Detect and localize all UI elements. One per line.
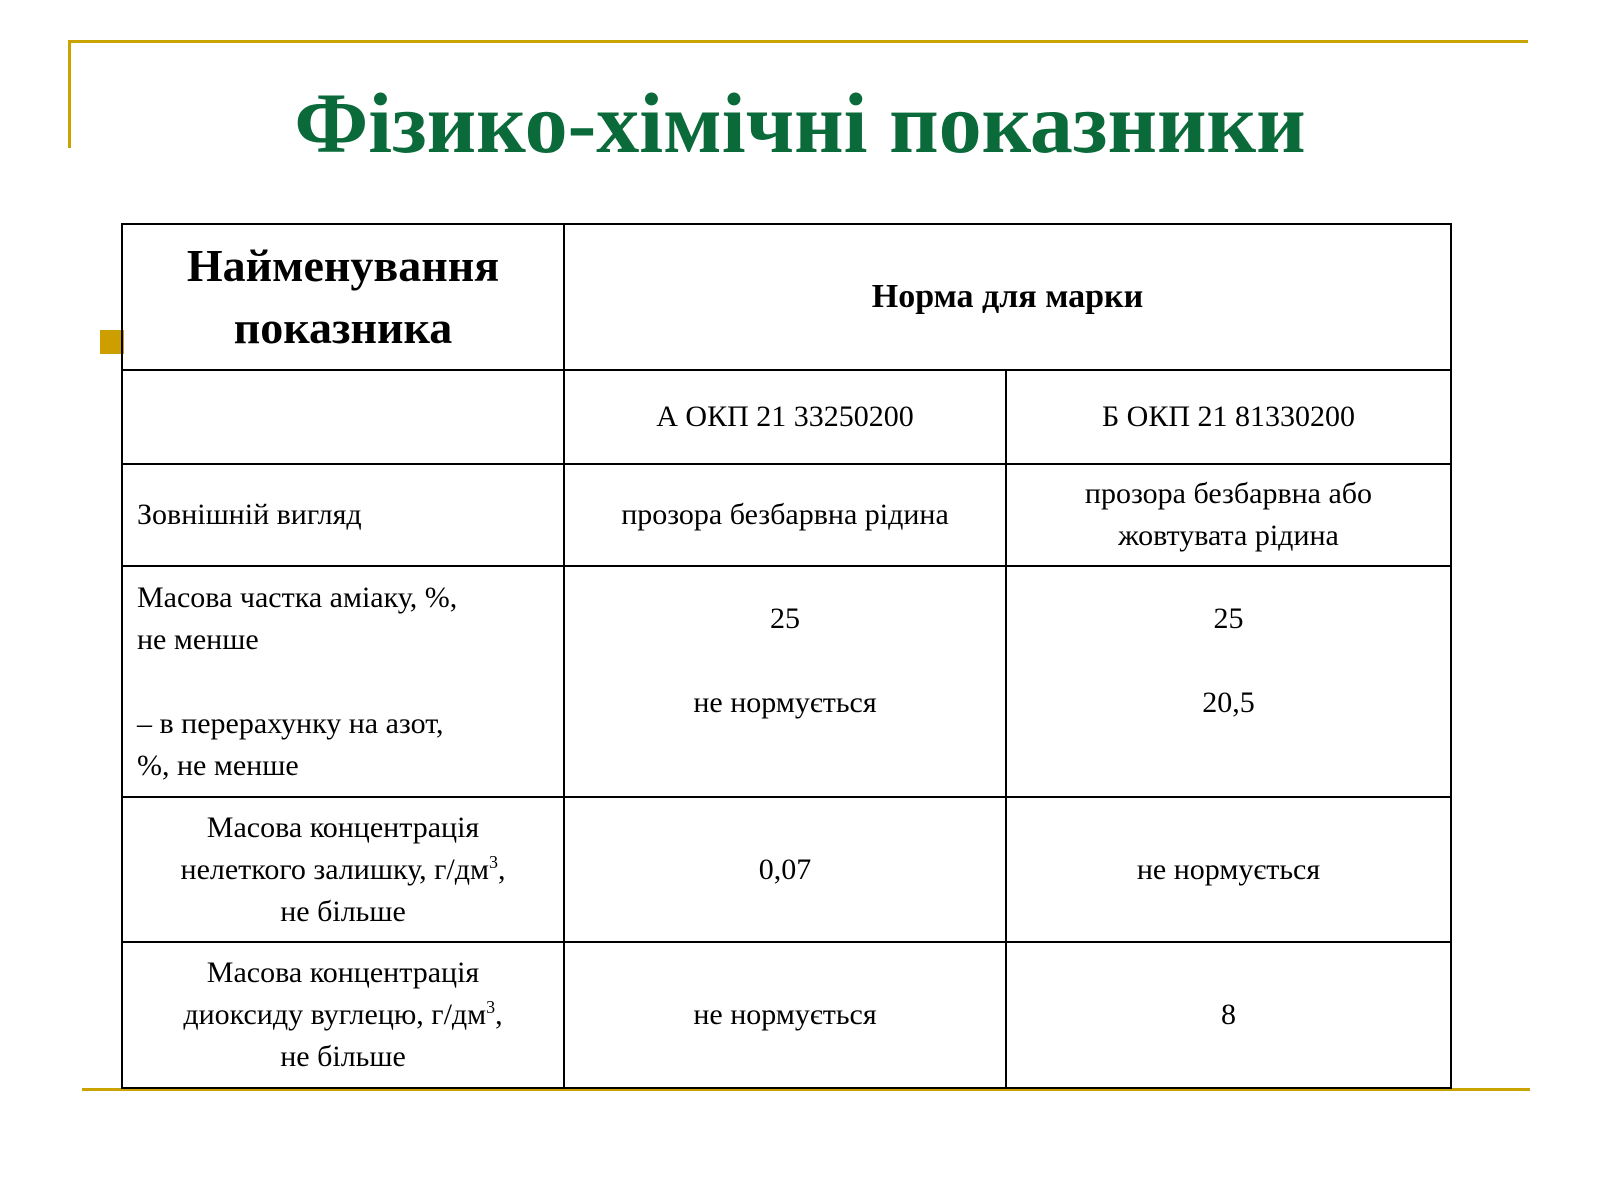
ammonia-sub-b-value: 20,5 [1202,685,1255,719]
ammonia-a-value: 25 [770,601,800,635]
ammonia-b [1006,566,1451,797]
header-indicator-line2: показника [233,301,453,353]
header-indicator-name [122,224,564,370]
grades-empty-cell [122,370,564,464]
appearance-b-line2: жовтувата рідина [1118,518,1339,552]
ammonia-sub-line1: – в перерахунку на азот, [137,706,444,740]
header-indicator-line1: Найменування [186,239,500,291]
slide-title: Фізико-хімічні показники [294,75,1306,171]
residue-name-comma: , [497,852,506,886]
appearance-b [1006,464,1451,566]
frame-top-line [68,40,1528,43]
co2-name-line3: не більше [280,1040,406,1074]
appearance-a: прозора безбарвна рідина [564,464,1006,566]
residue-name [122,797,564,943]
co2-name [122,942,564,1088]
residue-name-line2: нелеткого залишку, г/дм [180,852,489,886]
header-norm: Норма для марки [564,224,1451,370]
co2-name-line2: диоксиду вуглецю, г/дм [183,998,487,1032]
residue-b: не нормується [1006,797,1451,943]
ammonia-name [122,566,564,797]
residue-name-line3: не більше [280,894,406,928]
co2-a: не нормується [564,942,1006,1088]
ammonia-name-line1: Масова частка аміаку, %, [137,580,458,614]
residue-name-line1: Масова концентрація [206,810,480,844]
co2-name-line1: Масова концентрація [206,956,480,990]
ammonia-sub-a-value: не нормується [693,685,877,719]
residue-a: 0,07 [564,797,1006,943]
grade-a-cell: А ОКП 21 33250200 [564,370,1006,464]
spec-table [121,223,1452,1089]
ammonia-a [564,566,1006,797]
appearance-name: Зовнішній вигляд [122,464,564,566]
table-row-residue [122,797,1451,943]
ammonia-sub-line2: %, не менше [137,748,299,782]
ammonia-name-line2: не менше [137,622,259,656]
table-row-co2 [122,942,1451,1088]
co2-unit-exponent: 3 [486,997,496,1018]
grade-b-cell: Б ОКП 21 81330200 [1006,370,1451,464]
table-header-row [122,224,1451,370]
appearance-b-line1: прозора безбарвна або [1084,476,1373,510]
co2-b: 8 [1006,942,1451,1088]
table-row-ammonia [122,566,1451,797]
ammonia-b-value: 25 [1213,601,1244,635]
residue-unit-exponent: 3 [488,851,498,872]
table-row-appearance [122,464,1451,566]
co2-name-comma: , [495,998,503,1032]
table-row-grades [122,370,1451,464]
